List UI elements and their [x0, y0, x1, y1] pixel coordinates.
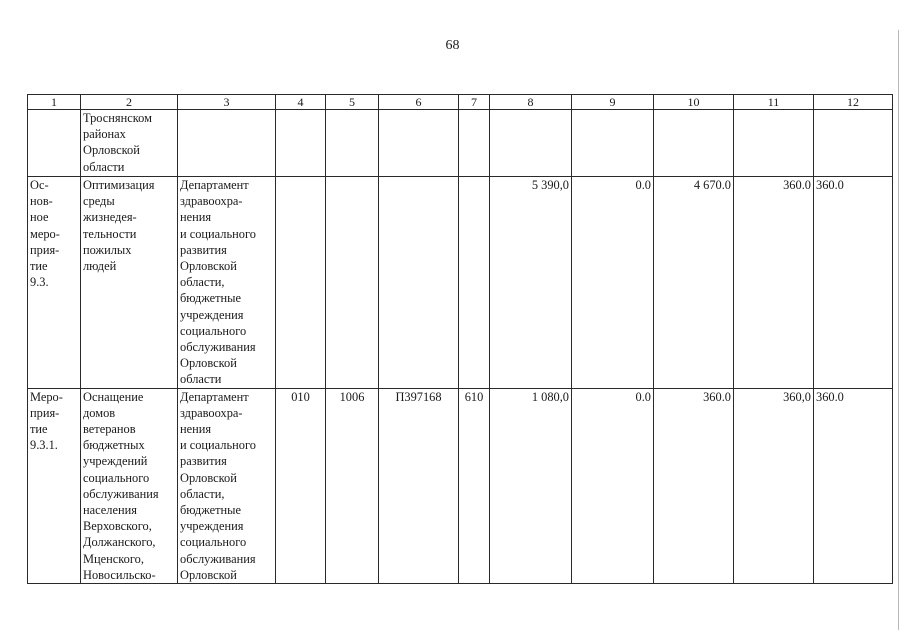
column-header: 5 — [326, 95, 379, 110]
table-cell-year-4: 360.0 — [814, 177, 893, 389]
table-cell-code — [28, 110, 81, 177]
table-cell-total: 5 390,0 — [490, 177, 572, 389]
column-header: 12 — [814, 95, 893, 110]
budget-table — [27, 94, 893, 584]
table-cell-executor: Департамент здравоохра- нения и социального развития Орловской области, бюджетные учреждения социального обслуживания Орловской области — [178, 177, 276, 389]
table-cell-name: Оптимизация среды жизнедея- тельности пожилых людей — [81, 177, 178, 389]
table-cell-year-2: 4 670.0 — [654, 177, 734, 389]
column-header: 4 — [276, 95, 326, 110]
table-row-continuation — [28, 110, 893, 177]
table-cell-vr — [459, 110, 490, 177]
table-cell-rzpr — [326, 177, 379, 389]
table-cell-year-1 — [572, 110, 654, 177]
table-cell-grbs — [276, 177, 326, 389]
table-cell-csr: П397168 — [379, 388, 459, 583]
column-header: 3 — [178, 95, 276, 110]
table-cell-year-1: 0.0 — [572, 388, 654, 583]
table-cell-year-2 — [654, 110, 734, 177]
column-header: 9 — [572, 95, 654, 110]
column-header: 2 — [81, 95, 178, 110]
table-cell-rzpr: 1006 — [326, 388, 379, 583]
table-cell-csr — [379, 110, 459, 177]
table-cell-year-4: 360.0 — [814, 388, 893, 583]
table-cell-rzpr — [326, 110, 379, 177]
table-row-main-activity-9-3 — [28, 177, 893, 389]
table-cell-code: Ос- нов- ное меро- прия- тие 9.3. — [28, 177, 81, 389]
column-number-row — [28, 95, 893, 110]
table-cell-grbs — [276, 110, 326, 177]
table-row-activity-9-3-1 — [28, 388, 893, 583]
column-header: 7 — [459, 95, 490, 110]
table-cell-year-3 — [734, 110, 814, 177]
column-header: 10 — [654, 95, 734, 110]
table-cell-year-2: 360.0 — [654, 388, 734, 583]
table-cell-executor — [178, 110, 276, 177]
table-cell-year-4 — [814, 110, 893, 177]
column-header: 8 — [490, 95, 572, 110]
table-cell-code: Меро- прия- тие 9.3.1. — [28, 388, 81, 583]
scan-edge-line — [898, 30, 899, 630]
table-cell-csr — [379, 177, 459, 389]
table-cell-total: 1 080,0 — [490, 388, 572, 583]
page-number: 68 — [445, 38, 460, 53]
table-cell-vr: 610 — [459, 388, 490, 583]
column-header: 11 — [734, 95, 814, 110]
table-cell-name: Оснащение домов ветеранов бюджетных учреждений социального обслуживания населения Верховского, Должанского, Мценского, Новосильско- — [81, 388, 178, 583]
table-cell-year-1: 0.0 — [572, 177, 654, 389]
table-cell-year-3: 360,0 — [734, 388, 814, 583]
table-cell-total — [490, 110, 572, 177]
column-header: 6 — [379, 95, 459, 110]
table-cell-name: Троснянском районах Орловской области — [81, 110, 178, 177]
table-cell-year-3: 360.0 — [734, 177, 814, 389]
table-cell-executor: Департамент здравоохра- нения и социального развития Орловской области, бюджетные учреждения социального обслуживания Орловской — [178, 388, 276, 583]
table-cell-vr — [459, 177, 490, 389]
column-header: 1 — [28, 95, 81, 110]
table-cell-grbs: 010 — [276, 388, 326, 583]
